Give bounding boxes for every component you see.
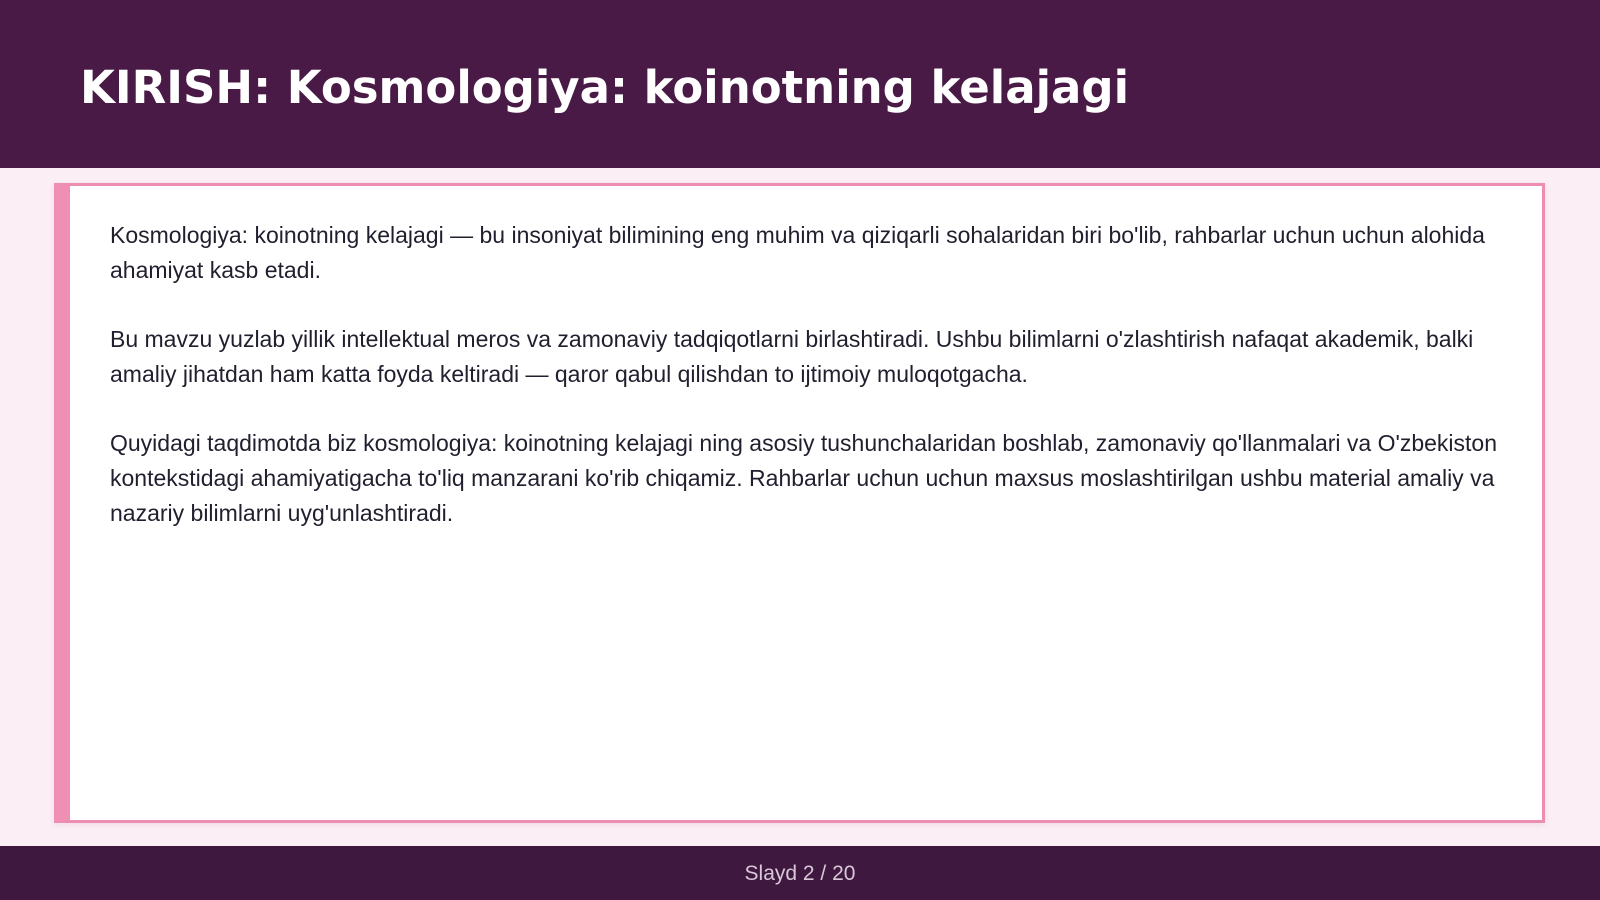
slide-footer [0, 846, 1600, 900]
intro-paragraph: Kosmologiya: koinotning kelajagi — bu insoniyat bilimining eng muhim va qiziqarli sohalaridan biri bo'lib, rahbarlar uchun uchun alohida ahamiyat kasb etadi. [110, 222, 1485, 283]
context-paragraph: Bu mavzu yuzlab yillik intellektual meros va zamonaviy tadqiqotlarni birlashtiradi. Ushbu bilimlarni o'zlashtirish nafaqat akademik, balki amaliy jihatdan ham katta foyda keltiradi — qaror qabul qilishdan to ijtimoiy muloqotgacha. [110, 326, 1474, 387]
overview-paragraph: Quyidagi taqdimotda biz kosmologiya: koinotning kelajagi ning asosiy tushunchalaridan boshlab, zamonaviy qo'llanmalari va O'zbekiston kontekstidagi ahamiyatigacha to'liq manzarani ko'rib chiqamiz. Rahbarlar uchun uchun maxsus moslashtirilgan ushbu material amaliy va nazariy bilimlarni uyg'unlashtiradi. [110, 430, 1498, 526]
slide-content-card [54, 183, 1545, 823]
slide-title: KIRISH: Kosmologiya: koinotning kelajagi [80, 61, 1130, 114]
slide-header [0, 0, 1600, 168]
slide-content-text [110, 218, 1500, 565]
slide-counter: Slayd 2 / 20 [744, 862, 856, 885]
